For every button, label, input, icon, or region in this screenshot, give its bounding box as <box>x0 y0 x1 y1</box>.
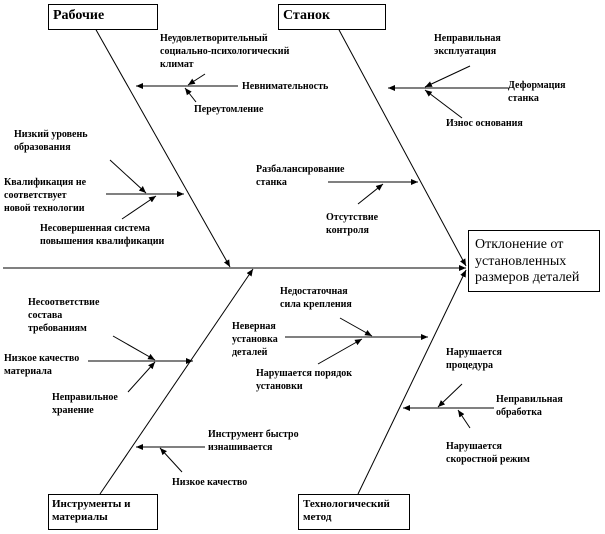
cause-fatigue: Переутомление <box>194 104 264 115</box>
cause-mismatch: Несоответствие состава требованиям <box>28 297 100 334</box>
arrow-storage <box>128 362 155 392</box>
arrow-order-broken <box>318 339 362 364</box>
cause-no-control: Отсутствие контроля <box>326 212 379 236</box>
cause-wear-fast: Инструмент быстро изнашивается <box>208 429 299 453</box>
cause-wrong-setup: Неверная установка деталей <box>232 321 278 358</box>
arrow-low-quality <box>160 448 182 472</box>
cause-misuse: Неправильная эксплуатация <box>434 33 501 57</box>
cause-low-quality: Низкое качество <box>172 477 248 488</box>
arrow-fatigue <box>185 88 196 102</box>
cause-speed: Нарушается скоростной режим <box>446 441 530 465</box>
cause-qualification: Квалификация не соответствует новой технологии <box>4 177 87 214</box>
cause-low-quality-material: Низкое качество материала <box>4 353 80 377</box>
arrow-procedure <box>438 384 462 407</box>
bone-tools <box>100 269 253 494</box>
cause-inattention: Невнимательность <box>242 81 329 92</box>
arrow-misuse <box>425 66 470 87</box>
arrow-speed <box>458 410 470 428</box>
cause-wrong-processing: Неправильная обработка <box>496 394 563 418</box>
cause-training: Несовершенная система повышения квалификации <box>40 223 165 247</box>
arrow-low-education <box>110 160 146 193</box>
arrow-climate <box>188 74 205 85</box>
cause-climate: Неудовлетворительный социально-психологический климат <box>160 33 290 70</box>
arrow-training <box>122 196 156 219</box>
cause-wear: Износ основания <box>446 118 523 129</box>
arrow-no-control <box>358 184 383 204</box>
cause-storage: Неправильное хранение <box>52 392 118 416</box>
cause-clamping: Недостаточная сила крепления <box>280 286 352 310</box>
cause-order-broken: Нарушается порядок установки <box>256 368 353 392</box>
cause-low-education: Низкий уровень образования <box>14 129 88 153</box>
arrow-wear <box>425 90 462 118</box>
category-tools-materials: Инструменты и материалы <box>52 498 131 523</box>
category-machine: Станок <box>283 8 331 23</box>
category-process-method: Технологический метод <box>303 498 390 523</box>
cause-misbalance: Разбалансирование станка <box>256 164 345 188</box>
arrow-clamping <box>340 318 372 336</box>
cause-deformation: Деформация станка <box>508 80 566 104</box>
arrow-mismatch <box>113 336 155 360</box>
effect-box: Отклонение от установленных размеров деталей <box>468 230 600 292</box>
cause-procedure: Нарушается процедура <box>446 347 502 371</box>
category-workers: Рабочие <box>53 8 105 23</box>
